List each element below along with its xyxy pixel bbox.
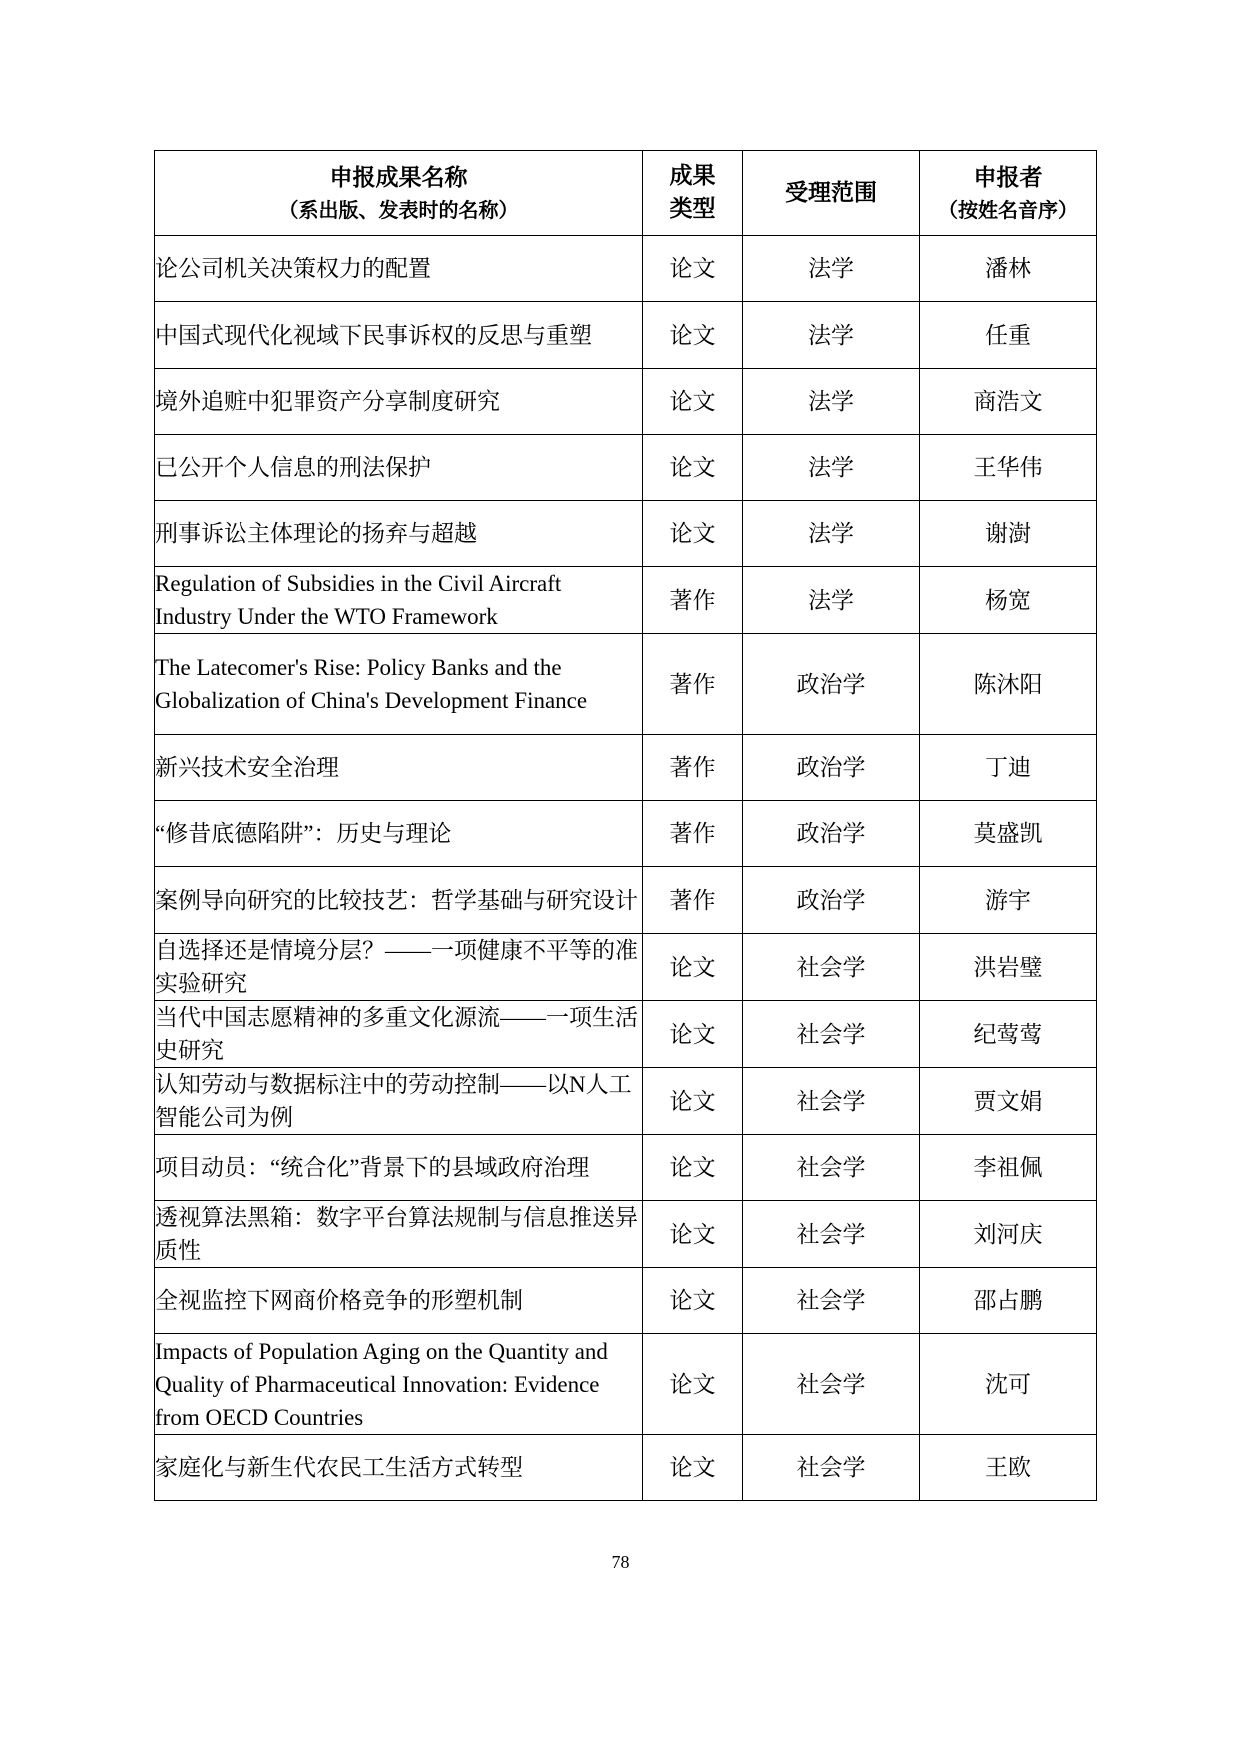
table-row — [155, 1001, 1097, 1068]
cell-type: 论文 — [643, 435, 743, 501]
cell-scope: 社会学 — [743, 1334, 920, 1435]
header-title-main: 申报成果名称 — [329, 164, 468, 191]
cell-applicant: 沈可 — [920, 1334, 1097, 1435]
cell-type: 论文 — [643, 501, 743, 567]
page-number: 78 — [611, 1552, 630, 1572]
table-row — [155, 1268, 1097, 1334]
awards-table — [154, 150, 1097, 1501]
cell-title: 中国式现代化视域下民事诉权的反思与重塑 — [155, 302, 643, 369]
table-row — [155, 501, 1097, 567]
cell-title: 论公司机关决策权力的配置 — [155, 236, 643, 302]
cell-applicant: 邵占鹏 — [920, 1268, 1097, 1334]
header-type-line1: 成果 — [669, 163, 716, 189]
cell-applicant: 陈沐阳 — [920, 634, 1097, 735]
table-row — [155, 1135, 1097, 1201]
table-row — [155, 567, 1097, 634]
cell-title: 认知劳动与数据标注中的劳动控制——以N人工智能公司为例 — [155, 1068, 643, 1135]
cell-applicant: 王华伟 — [920, 435, 1097, 501]
table-row — [155, 1201, 1097, 1268]
cell-type: 论文 — [643, 1435, 743, 1501]
table-row — [155, 1068, 1097, 1135]
cell-title: 项目动员：“统合化”背景下的县域政府治理 — [155, 1135, 643, 1201]
cell-title: 已公开个人信息的刑法保护 — [155, 435, 643, 501]
cell-scope: 社会学 — [743, 1135, 920, 1201]
cell-type: 论文 — [643, 934, 743, 1001]
cell-applicant: 游宇 — [920, 867, 1097, 934]
table-row — [155, 735, 1097, 801]
cell-type: 论文 — [643, 369, 743, 435]
header-title — [155, 151, 643, 236]
cell-applicant: 贾文娟 — [920, 1068, 1097, 1135]
table-header-row — [155, 151, 1097, 236]
cell-title: 新兴技术安全治理 — [155, 735, 643, 801]
cell-scope: 法学 — [743, 302, 920, 369]
cell-type: 著作 — [643, 735, 743, 801]
cell-applicant: 任重 — [920, 302, 1097, 369]
cell-scope: 法学 — [743, 435, 920, 501]
table-row — [155, 634, 1097, 735]
cell-type: 论文 — [643, 1201, 743, 1268]
cell-type: 论文 — [643, 1135, 743, 1201]
table-row — [155, 369, 1097, 435]
table-row — [155, 867, 1097, 934]
cell-type: 论文 — [643, 1001, 743, 1068]
cell-applicant: 洪岩璧 — [920, 934, 1097, 1001]
table-row — [155, 435, 1097, 501]
cell-scope: 政治学 — [743, 634, 920, 735]
header-applicant — [920, 151, 1097, 236]
cell-title: 全视监控下网商价格竞争的形塑机制 — [155, 1268, 643, 1334]
cell-scope: 社会学 — [743, 1268, 920, 1334]
cell-scope: 法学 — [743, 236, 920, 302]
cell-scope: 社会学 — [743, 1068, 920, 1135]
cell-type: 论文 — [643, 236, 743, 302]
header-scope — [743, 151, 920, 236]
cell-scope: 法学 — [743, 501, 920, 567]
cell-applicant: 潘林 — [920, 236, 1097, 302]
cell-scope: 社会学 — [743, 1435, 920, 1501]
cell-title: Regulation of Subsidies in the Civil Aircraft Industry Under the WTO Framework — [155, 567, 643, 634]
cell-scope: 社会学 — [743, 1001, 920, 1068]
cell-type: 论文 — [643, 1268, 743, 1334]
cell-scope: 政治学 — [743, 735, 920, 801]
cell-scope: 法学 — [743, 369, 920, 435]
cell-applicant: 刘河庆 — [920, 1201, 1097, 1268]
cell-title: “修昔底德陷阱”：历史与理论 — [155, 801, 643, 867]
header-scope-label: 受理范围 — [785, 179, 877, 206]
cell-scope: 社会学 — [743, 934, 920, 1001]
cell-title: 当代中国志愿精神的多重文化源流——一项生活史研究 — [155, 1001, 643, 1068]
cell-title: Impacts of Population Aging on the Quantity and Quality of Pharmaceutical Innovation: Evidence from OECD Countries — [155, 1334, 643, 1435]
cell-title: 家庭化与新生代农民工生活方式转型 — [155, 1435, 643, 1501]
cell-title: 自选择还是情境分层？——一项健康不平等的准实验研究 — [155, 934, 643, 1001]
cell-title: 案例导向研究的比较技艺：哲学基础与研究设计 — [155, 867, 643, 934]
cell-scope: 社会学 — [743, 1201, 920, 1268]
header-type-line2: 类型 — [669, 196, 716, 222]
table-row — [155, 934, 1097, 1001]
table-row — [155, 236, 1097, 302]
cell-applicant: 纪莺莺 — [920, 1001, 1097, 1068]
cell-applicant: 谢澍 — [920, 501, 1097, 567]
cell-title: The Latecomer's Rise: Policy Banks and the Globalization of China's Development Finance — [155, 634, 643, 735]
header-applicant-sub: （按姓名音序） — [938, 197, 1078, 222]
cell-title: 境外追赃中犯罪资产分享制度研究 — [155, 369, 643, 435]
cell-applicant: 杨宽 — [920, 567, 1097, 634]
cell-scope: 政治学 — [743, 801, 920, 867]
cell-applicant: 商浩文 — [920, 369, 1097, 435]
cell-title: 刑事诉讼主体理论的扬弃与超越 — [155, 501, 643, 567]
table-row — [155, 1334, 1097, 1435]
cell-type: 论文 — [643, 302, 743, 369]
cell-type: 著作 — [643, 867, 743, 934]
cell-type: 著作 — [643, 567, 743, 634]
table-row — [155, 1435, 1097, 1501]
table-row — [155, 302, 1097, 369]
header-title-sub: （系出版、发表时的名称） — [278, 197, 519, 222]
cell-scope: 法学 — [743, 567, 920, 634]
cell-type: 著作 — [643, 801, 743, 867]
cell-type: 论文 — [643, 1334, 743, 1435]
cell-scope: 政治学 — [743, 867, 920, 934]
cell-applicant: 丁迪 — [920, 735, 1097, 801]
cell-title: 透视算法黑箱：数字平台算法规制与信息推送异质性 — [155, 1201, 643, 1268]
table-row — [155, 801, 1097, 867]
header-applicant-main: 申报者 — [973, 164, 1043, 191]
cell-applicant: 莫盛凯 — [920, 801, 1097, 867]
header-type — [643, 151, 743, 236]
cell-applicant: 李祖佩 — [920, 1135, 1097, 1201]
cell-applicant: 王欧 — [920, 1435, 1097, 1501]
cell-type: 著作 — [643, 634, 743, 735]
cell-type: 论文 — [643, 1068, 743, 1135]
